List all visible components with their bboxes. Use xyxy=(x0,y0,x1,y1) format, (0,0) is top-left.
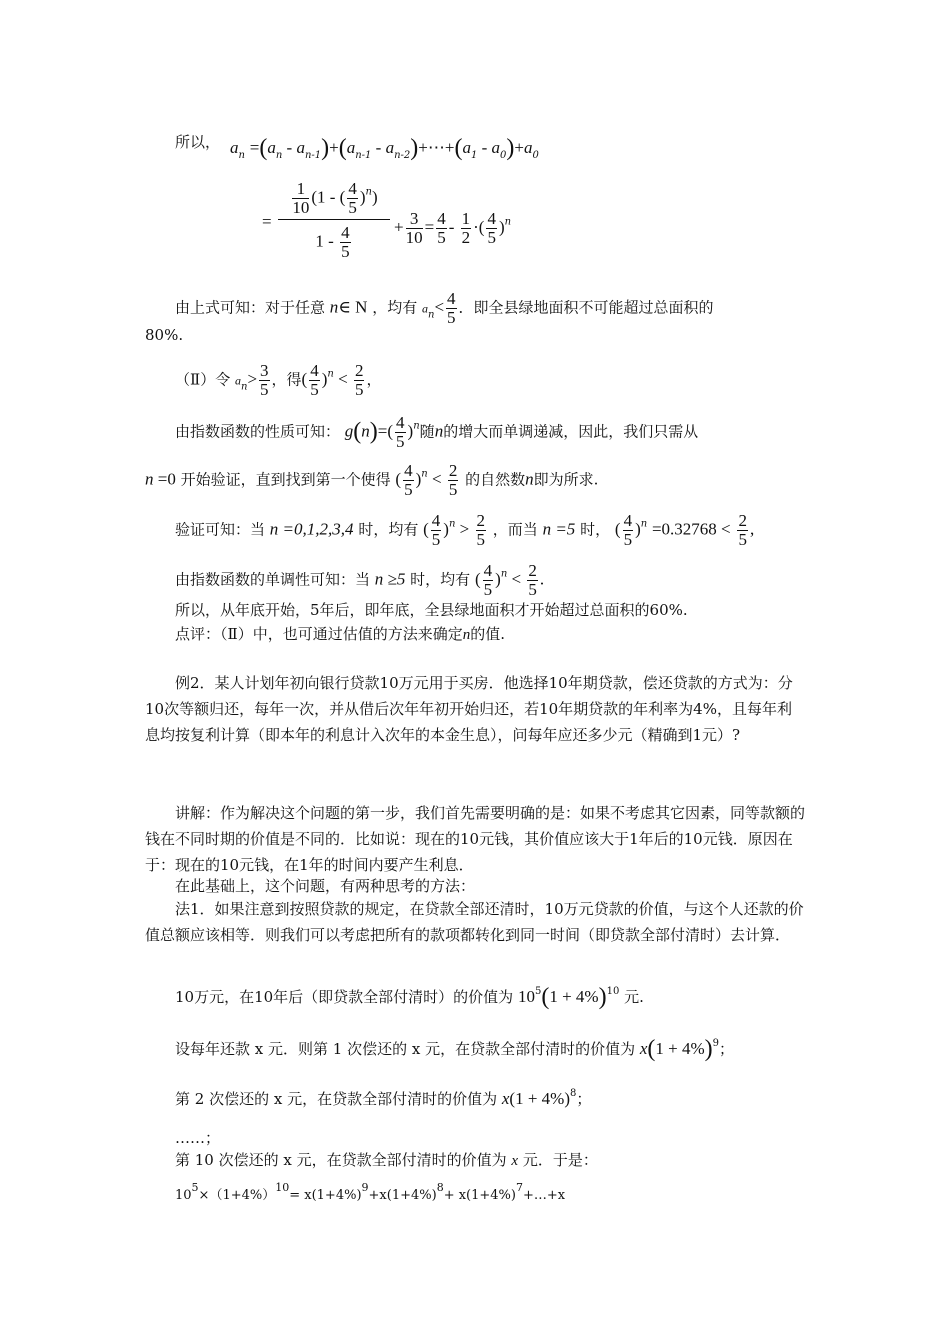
text-given-tail: ．即全县绿地面积不可能超过总面积的 xyxy=(458,298,714,317)
text-repay1-end: ； xyxy=(719,1040,735,1058)
line-repay1: 设每年还款 x 元．则第 1 次偿还的 x 元，在贷款全部付清时的价值为 $x(1 + 4\%)^9$； xyxy=(175,1036,735,1062)
formula-telescoping: $a_n =(a_n - a_{n-1})+(a_{n-1}$ - $a_{n-2})+\cdots+(a_1 - a_0)+a_0$ xyxy=(230,135,539,161)
text-ellipsis: ……； xyxy=(175,1129,221,1147)
eq-rhs4: +…+x xyxy=(522,1188,566,1203)
text-check-val: =0.32768 < xyxy=(651,519,731,539)
eq-rhs2: +x(1+4%) xyxy=(368,1188,437,1203)
text-given-cont: ，均有 xyxy=(372,298,418,317)
text-verify-start: 开始验证，直到找到第一个使得 xyxy=(180,470,391,489)
text-exp-tail2: 的增大而单调递减，因此，我们只需从 xyxy=(443,422,699,441)
text-given: 由上式可知：对于任意 xyxy=(175,298,326,317)
text-check-values: n =0,1,2,3,4 xyxy=(269,519,354,539)
line-verify-start: n =0 开始验证，直到找到第一个使得 ( $\frac{4}{5}$ )$^n$ < $\frac{2}{5}$ 的自然数n即为所求. xyxy=(145,461,599,499)
eq-exp7: 7 xyxy=(515,1181,523,1194)
text-check-n5: n =5 xyxy=(542,519,576,539)
example2-explain: 讲解：作为解决这个问题的第一步，我们首先需要明确的是：如果不考虑其它因素，同等款额的钱在不同时期的价值是不同的．比如说：现在的10元钱，其价值应该大于1年后的10元钱．原因在于：现在的10元钱，在1年的时间内要产生利息． xyxy=(145,804,806,874)
text-part2-de: ，得 xyxy=(271,370,302,389)
text-mono-shi: 时，均有 xyxy=(410,570,471,589)
text-verify-end2: 即为所求. xyxy=(533,470,599,489)
text-value-yuan: 元. xyxy=(624,988,644,1006)
eq-exp9: 9 xyxy=(361,1181,369,1194)
line-value: 10万元，在10年后（即贷款全部付清时）的价值为 $10^5(1 + 4\%)^{10}$ 元. xyxy=(175,984,644,1010)
text-check-shi: 时，均有 xyxy=(358,520,419,539)
line-telescoping xyxy=(175,132,220,152)
text-check-shi2: 时， xyxy=(580,520,611,539)
eq-rhs3: + x(1+4%) xyxy=(443,1188,516,1203)
text-mono-lead: 由指数函数的单调性可知：当 xyxy=(175,570,371,589)
text-comment-a: 点评：（Ⅱ）中，也可通过估值的方法来确定 xyxy=(175,625,463,643)
eq-exp5: 5 xyxy=(191,1181,199,1194)
text-part2-lead: （Ⅱ）令 xyxy=(175,370,231,389)
example2-problem: 例2．某人计划年初向银行贷款10万元用于买房．他选择10年期贷款，偿还贷款的方式为：分10次等额归还，每年一次，并从借后次年年初开始归还，若10年期贷款的年利率为4%，且每年利息均按复利计算（即本年的利息计入次年的本金生息），问每年应还多少元（精确到1元）? xyxy=(145,674,793,744)
text-percent: 80%. xyxy=(145,326,184,344)
line-bound: 由上式可知：对于任意 n∈ N ，均有 $a_n<$ $\frac{4}{5}$ ．即全县绿地面积不可能超过总面积的 xyxy=(175,289,714,327)
text-mono-n: n ≥5 xyxy=(374,569,406,589)
text-verify-end: 的自然数 xyxy=(465,470,526,489)
example2-two-ways: 在此基础上，这个问题，有两种思考的方法： xyxy=(175,877,476,895)
text-check-lead: 验证可知：当 xyxy=(175,520,266,539)
text-exp-tail: 随 xyxy=(419,422,435,441)
line-repay2: 第 2 次偿还的 x 元，在贷款全部付清时的价值为 $x(1 + 4\%)^8$； xyxy=(175,1088,592,1108)
text-conclusion: 所以，从年底开始，5年后，即年底，全县绿地面积才开始超过总面积的60%. xyxy=(175,601,688,619)
line-part2: （Ⅱ）令 $a_n>$ $\frac{3}{5}$ ，得( $\frac{4}{5}$ )$^n$ < $\frac{2}{5}$ ， xyxy=(175,361,382,399)
line-equation xyxy=(175,1178,565,1206)
line-exp-property: 由指数函数的性质可知： g(n)=( $\frac{4}{5}$ )$^n$随n的增大而单调递减，因此，我们只需从 xyxy=(175,413,699,451)
text-exp-prop: 由指数函数的性质可知： xyxy=(175,422,341,441)
text-repay2-end: ； xyxy=(576,1090,592,1108)
example2-method1: 法1．如果注意到按照贷款的规定，在贷款全部还清时，10万元贷款的价值，与这个人还款的价值总额应该相等．则我们可以考虑把所有的款项都转化到同一时间（即贷款全部付清时）去计算． xyxy=(145,900,804,944)
line-check: 验证可知：当 n =0,1,2,3,4 时，均有 ( $\frac{4}{5}$ )$^n$ > $\frac{2}{5}$ ，而当 n =5 时， ( $\frac{4}{5}$ )$^n$ =0.32768 < $\frac{2}{5}$ , xyxy=(175,511,755,549)
document-page: 所以， $a_n =(a_n - a_{n-1})+(a_{n-1}$ - $a_{n-2})+\cdots+(a_1 - a_0)+a_0$ = $\frac{1}{10}$ (1 - ( $\frac{4}{5}$ )$^n$) 1 - $\frac{4}{5}$ + $\frac{3}{10}$ = $\frac{4}{5}$ - $\frac{1}{2}$ ·( $\frac{4}{5}$ )$^n$ 由上式可知：对于任意 n∈ N ，均有 $a_n<$ $\frac{4}{5}$ ．即全县绿地面积不可能超过总面积的 80%. （Ⅱ）令 $a_n>$ $\frac{3}{5}$ ，得( $\frac{4}{5}$ )$^n$ < $\frac{2}{5}$ ， 由指数函数的性质可知： g(n)=( $\frac{4}{5}$ )$^n$随n的增大而单调递减，因此，我们只需从 n =0 开始验证，直到找到第一个使得 ( $\frac{4}{5}$ )$^n$ < $\frac{2}{5}$ 的自然数n即为所求. 验证可知：当 n =0,1,2,3,4 时，均有 ( $\frac{4}{5}$ )$^n$ > $\frac{2}{5}$ ，而当 n =5 时， ( $\frac{4}{5}$ )$^n$ =0.32768 < $\frac{2}{5}$ , 由指数函数的单调性可知：当 n ≥5 时，均有 ( $\frac{4}{5}$ )$^n$ < $\frac{2}{5}$ . 所以，从年底开始，5年后，即年底，全县绿地面积才开始超过总面积的60%. 点评：（Ⅱ）中，也可通过估值的方法来确定n的值. 例2．某人计划年初向银行贷款10万元用于买房．他选择10年期贷款，偿还贷款的方式为：分10次等额归还，每年一次，并从借后次年年初开始归还，若10年期贷款的年利率为4%，且每年利息均按复利计算（即本年的利息计入次年的本金生息），问每年应还多少元（精确到1元）? 讲解：作为解决这个问题的第一步，我们首先需要明确的是：如果不考虑其它因素，同等款额的钱在不同时期的价值是不同的．比如说：现在的10元钱，其价值应该大于1年后的10元钱．原因在于：现在的10元钱，在1年的时间内要产生利息． 在此基础上，这个问题，有两种思考的方法： 法1．如果注意到按照贷款的规定，在贷款全部还清时，10万元贷款的价值，与这个人还款的价值总额应该相等．则我们可以考虑把所有的款项都转化到同一时间（即贷款全部付清时）去计算． 10万元，在10年后（即贷款全部付清时）的价值为 $10^5(1 + 4\%)^{10}$ 元. 设每年还款 x 元．则第 1 次偿还的 x 元，在贷款全部付清时的价值为 $x(1 + 4\%)^9$； 第 2 次偿还的 x 元，在贷款全部付清时的价值为 $x(1 + 4\%)^8$； ……； 第 10 次偿还的 x 元，在贷款全部付清时的价值为 x 元．于是： $10^5\times(1+4\%)^{10}= x(1+4\%)^9+x(1+4\%)^8+$ $x(1+4\%)^7+\dots+x$ xyxy=(0,0,950,1344)
line-comment: 点评：（Ⅱ）中，也可通过估值的方法来确定n的值. xyxy=(175,625,505,643)
eq-exp10: 10 xyxy=(275,1181,290,1194)
text-value-line: 10万元，在10年后（即贷款全部付清时）的价值为 xyxy=(175,988,514,1006)
suoyi-label: 所以， xyxy=(175,133,221,151)
eq-exp8: 8 xyxy=(436,1181,444,1194)
text-repay10-x: x xyxy=(511,1153,519,1169)
text-repay1: 设每年还款 x 元．则第 1 次偿还的 x 元，在贷款全部付清时的价值为 xyxy=(175,1040,636,1058)
text-part2-end: ， xyxy=(366,370,382,389)
line-repay10 xyxy=(175,1150,598,1171)
text-comment-b: 的值. xyxy=(470,625,505,643)
text-repay10-end: 元．于是： xyxy=(522,1151,598,1169)
text-repay2: 第 2 次偿还的 x 元，在贷款全部付清时的价值为 xyxy=(175,1090,498,1108)
line-monotonic: 由指数函数的单调性可知：当 n ≥5 时，均有 ( $\frac{4}{5}$ )$^n$ < $\frac{2}{5}$ . xyxy=(175,561,545,599)
eq-left: 10 xyxy=(175,1188,192,1203)
eq-rhs1: = x(1+4%) xyxy=(289,1188,362,1203)
text-check-er: ，而当 xyxy=(492,520,538,539)
text-repay10: 第 10 次偿还的 x 元，在贷款全部付清时的价值为 xyxy=(175,1151,507,1169)
eq-mid: ×（1+4%） xyxy=(198,1188,276,1203)
